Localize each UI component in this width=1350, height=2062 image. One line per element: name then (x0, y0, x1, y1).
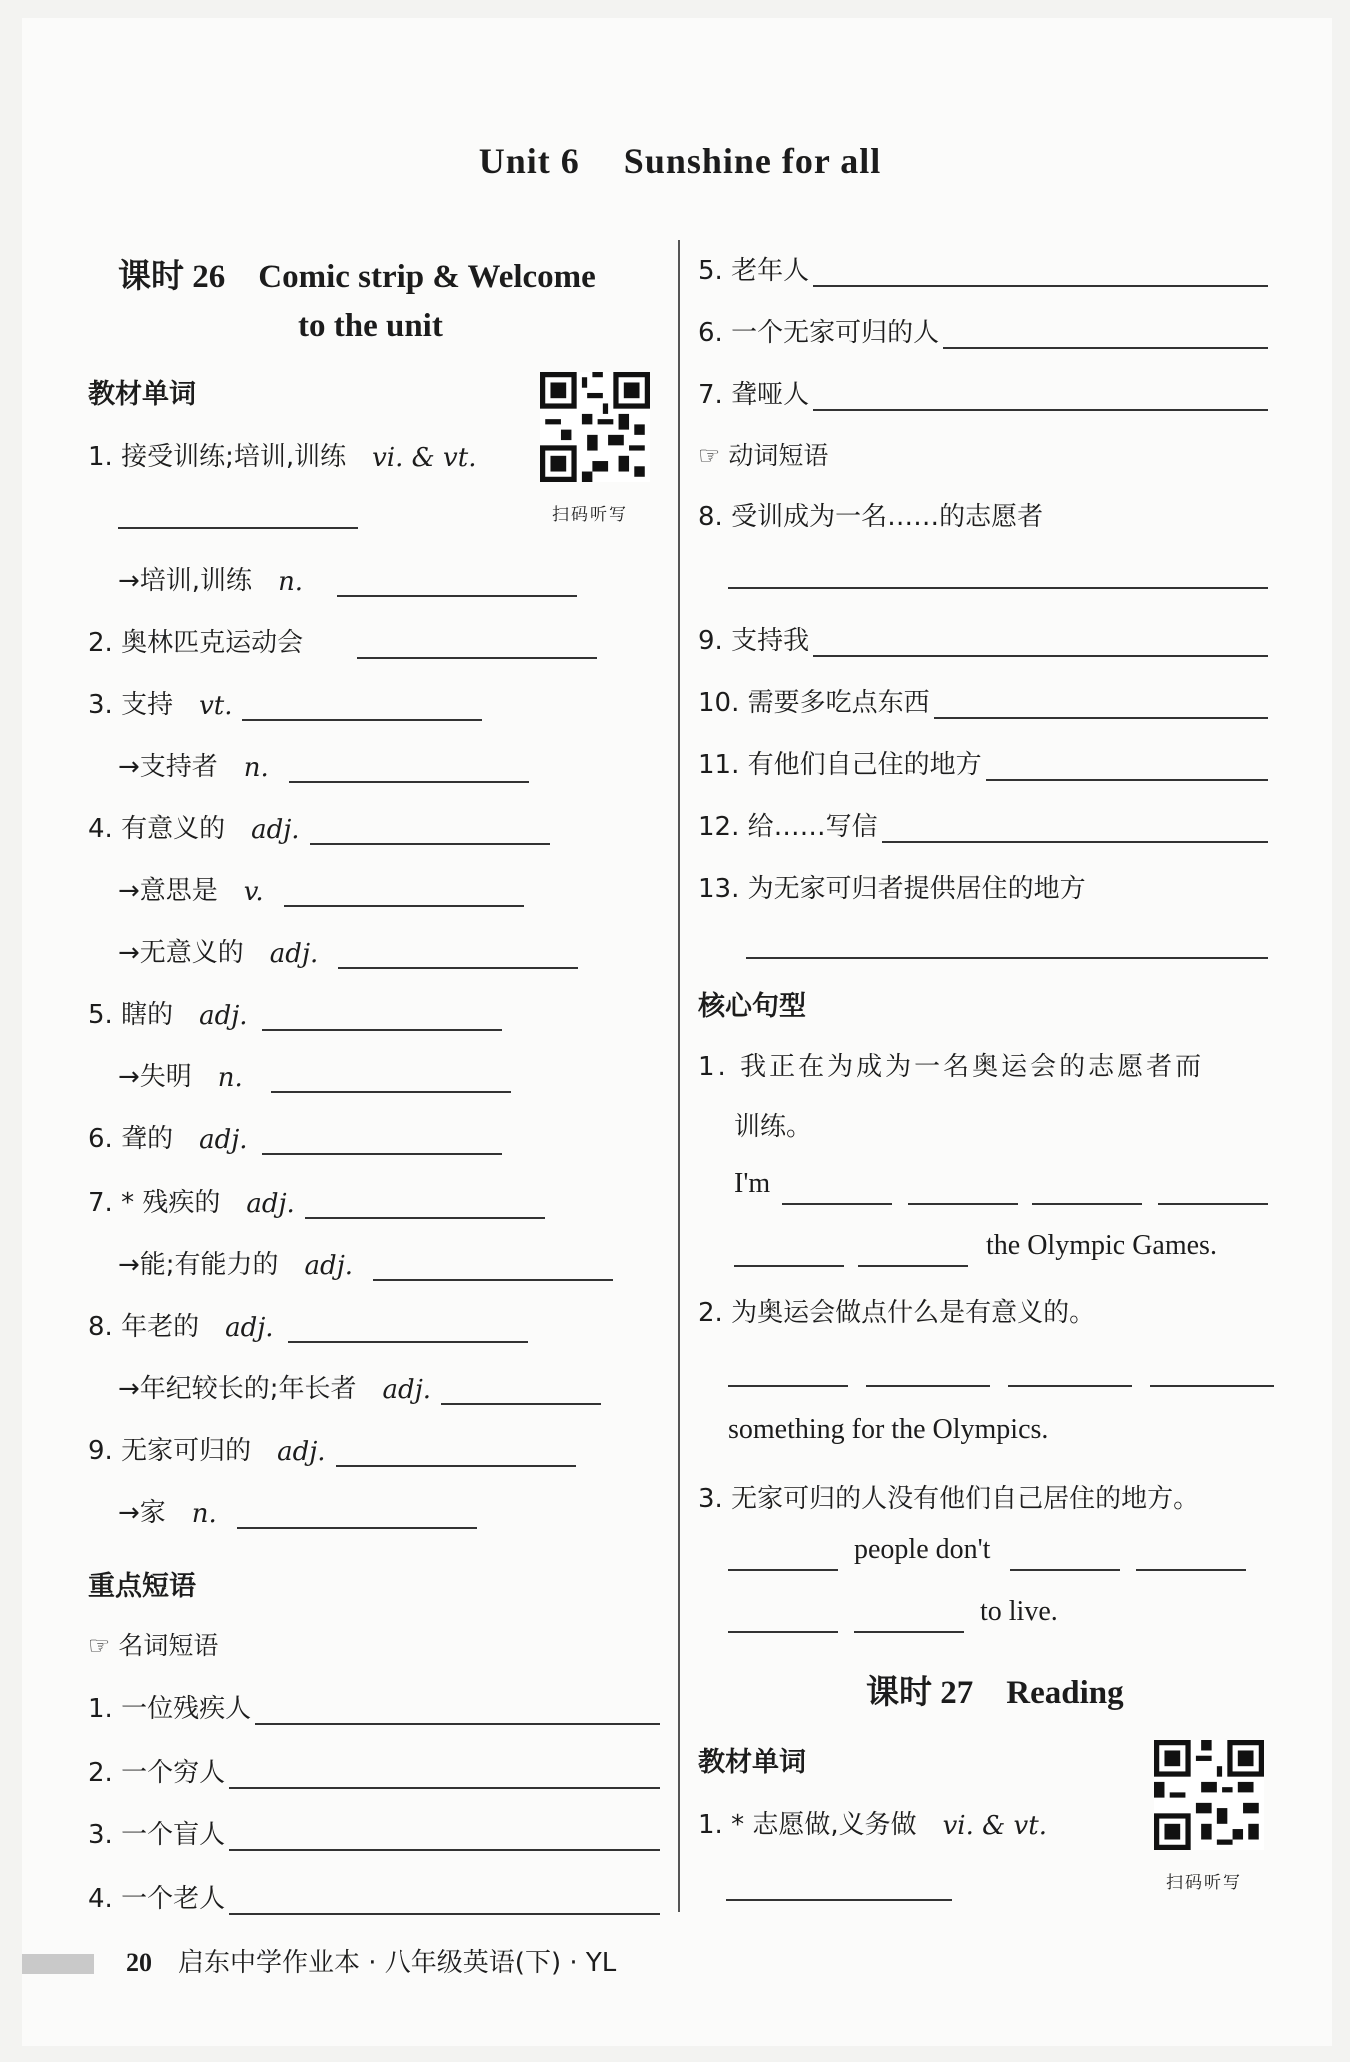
part-of-speech: n. (191, 1499, 217, 1529)
noun-phrases-heading: ☞ 名词短语 (88, 1631, 219, 1660)
lesson27-title: 课时 27 Reading (866, 1675, 1124, 1711)
answer-blank[interactable] (726, 1898, 952, 1901)
vocab-cn: →培训,训练 (118, 566, 253, 596)
vocab-item (88, 1430, 576, 1467)
phrase-cn: 5. 老年人 (698, 256, 810, 286)
answer-blank[interactable] (882, 815, 1268, 843)
answer-blank[interactable] (986, 753, 1268, 781)
phrase-cn: 7. 聋哑人 (698, 380, 810, 410)
vocab-cn: 4. 有意义的 (88, 814, 226, 844)
vocab-cn: 3. 支持 (88, 690, 174, 720)
part-of-speech: v. (243, 877, 264, 907)
answer-blank[interactable] (242, 693, 482, 721)
phrase-item (698, 374, 1268, 411)
lesson26-title-line1: 课时 26 Comic strip & Welcome (118, 259, 596, 295)
part-of-speech: vt. (199, 691, 233, 721)
qr-label-2: 扫码听写 (1166, 1873, 1242, 1893)
answer-blank[interactable] (1032, 1202, 1142, 1205)
part-of-speech: n. (278, 567, 304, 597)
answer-blank[interactable] (289, 755, 529, 783)
phrase-item (88, 1688, 660, 1725)
sentence3-mid: people don't (854, 1534, 991, 1565)
phrase-cn: 6. 一个无家可归的人 (698, 318, 940, 348)
vocab-cn: →失明 (118, 1062, 192, 1092)
vocab-cn: 7. * 残疾的 (88, 1188, 221, 1218)
vocab-cn: 5. 瞎的 (88, 1000, 174, 1030)
answer-blank[interactable] (1150, 1384, 1274, 1387)
vocab-item (118, 1492, 477, 1529)
verb-phrases-label: 动词短语 (728, 441, 829, 470)
vocab-item (88, 684, 482, 721)
page-footer (126, 1942, 616, 1979)
page-number: 20 (126, 1948, 152, 1977)
unit-title (0, 140, 1350, 182)
answer-blank[interactable] (1008, 1384, 1132, 1387)
answer-blank[interactable] (255, 1697, 660, 1725)
phrase-item (698, 682, 1268, 719)
answer-blank[interactable] (229, 1887, 660, 1915)
vocab-item (88, 436, 476, 473)
answer-blank[interactable] (305, 1191, 545, 1219)
book-title: 启东中学作业本 · 八年级英语(下) · YL (178, 1948, 617, 1978)
answer-blank[interactable] (943, 321, 1268, 349)
answer-blank[interactable] (782, 1202, 892, 1205)
vocab-cn: →无意义的 (118, 938, 244, 968)
vocab-item (118, 1368, 601, 1405)
vocab-item (88, 994, 502, 1031)
answer-blank[interactable] (237, 1501, 477, 1529)
phrase-cn: 10. 需要多吃点东西 (698, 688, 930, 718)
phrase-item (698, 496, 1043, 533)
sentence1-cn-line1: 1. 我正在为成为一名奥运会的志愿者而 (698, 1052, 1205, 1082)
section-phrases: 重点短语 (88, 1571, 196, 1602)
answer-blank[interactable] (728, 1384, 848, 1387)
answer-blank[interactable] (728, 586, 1268, 589)
answer-blank[interactable] (1136, 1568, 1246, 1571)
part-of-speech: adj. (199, 1001, 248, 1031)
part-of-speech: adj. (277, 1437, 326, 1467)
answer-blank[interactable] (813, 259, 1268, 287)
phrase-cn: 13. 为无家可归者提供居住的地方 (698, 874, 1086, 904)
answer-blank[interactable] (288, 1315, 528, 1343)
sentence1-start: I'm (734, 1168, 771, 1199)
answer-blank[interactable] (262, 1003, 502, 1031)
answer-blank[interactable] (336, 1439, 576, 1467)
phrase-item (88, 1752, 660, 1789)
vocab-item (88, 1182, 545, 1219)
answer-blank[interactable] (373, 1253, 613, 1281)
part-of-speech: adj. (225, 1313, 274, 1343)
phrase-item (88, 1878, 660, 1915)
phrase-item (88, 1814, 660, 1851)
answer-blank[interactable] (746, 956, 1268, 959)
phrase-cn: 2. 一个穷人 (88, 1758, 226, 1788)
answer-blank[interactable] (813, 629, 1268, 657)
vocab-cn: 9. 无家可归的 (88, 1436, 252, 1466)
answer-blank[interactable] (441, 1377, 601, 1405)
vocab-item (118, 870, 524, 907)
vocab-item (88, 808, 550, 845)
part-of-speech: adj. (251, 815, 300, 845)
part-of-speech: vi. & vt. (372, 443, 477, 473)
part-of-speech: adj. (382, 1375, 432, 1405)
vocab-cn: 8. 年老的 (88, 1312, 200, 1342)
qr-label: 扫码听写 (552, 505, 628, 525)
part-of-speech: adj. (199, 1125, 248, 1155)
answer-blank[interactable] (310, 817, 550, 845)
answer-blank[interactable] (337, 569, 577, 597)
answer-blank[interactable] (728, 1630, 838, 1633)
answer-blank[interactable] (229, 1761, 660, 1789)
lesson26-title-line2: to the unit (298, 308, 443, 344)
part-of-speech: vi. & vt. (942, 1811, 1047, 1841)
answer-blank[interactable] (118, 526, 358, 529)
section-sentences: 核心句型 (698, 991, 806, 1022)
sentence1-end: the Olympic Games. (986, 1230, 1217, 1261)
answer-blank[interactable] (858, 1264, 968, 1267)
noun-phrases-label: 名词短语 (118, 1631, 219, 1660)
section-words-2: 教材单词 (698, 1747, 806, 1778)
vocab-cn: 1. 接受训练;培训,训练 (88, 442, 347, 472)
phrase-item (698, 312, 1268, 349)
unit-number: Unit 6 (478, 141, 580, 181)
part-of-speech: adj. (304, 1251, 354, 1281)
vocab-cn: 2. 奥林匹克运动会 (88, 628, 304, 658)
phrase-cn: 4. 一个老人 (88, 1884, 226, 1914)
part-of-speech: n. (217, 1063, 243, 1093)
phrase-cn: 8. 受训成为一名……的志愿者 (698, 502, 1044, 532)
answer-blank[interactable] (854, 1630, 964, 1633)
qr-code-icon-2[interactable] (1154, 1740, 1264, 1850)
verb-phrases-heading: ☞ 动词短语 (698, 441, 829, 470)
section-words: 教材单词 (88, 379, 196, 410)
phrase-item (698, 744, 1268, 781)
phrase-cn: 3. 一个盲人 (88, 1820, 226, 1850)
phrase-item (698, 806, 1268, 843)
item-text: 1. * 志愿做,义务做 (698, 1810, 917, 1840)
phrase-cn: 1. 一位残疾人 (88, 1694, 252, 1724)
vocab-item (118, 1244, 613, 1281)
answer-blank[interactable] (262, 1127, 502, 1155)
answer-blank[interactable] (357, 631, 597, 659)
answer-blank[interactable] (1010, 1568, 1120, 1571)
answer-blank[interactable] (229, 1823, 660, 1851)
part-of-speech: n. (243, 753, 269, 783)
answer-blank[interactable] (734, 1264, 844, 1267)
answer-blank[interactable] (271, 1065, 511, 1093)
sentence2-end: something for the Olympics. (728, 1414, 1049, 1445)
vocab-item (118, 746, 529, 783)
answer-blank[interactable] (813, 383, 1268, 411)
vocab-cn: →年纪较长的;年长者 (118, 1374, 357, 1404)
sentence3-cn: 3. 无家可归的人没有他们自己居住的地方。 (698, 1484, 1200, 1514)
vocab-cn: →能;有能力的 (118, 1250, 279, 1280)
sentence2-cn: 2. 为奥运会做点什么是有意义的。 (698, 1298, 1096, 1328)
phrase-cn: 9. 支持我 (698, 626, 810, 656)
unit-name: Sunshine for all (623, 141, 882, 181)
phrase-cn: 12. 给……写信 (698, 812, 878, 842)
column-divider (678, 240, 680, 1912)
vocab-item (88, 1306, 528, 1343)
answer-blank[interactable] (934, 691, 1268, 719)
answer-blank[interactable] (1158, 1202, 1268, 1205)
vocab-item (118, 1056, 511, 1093)
footer-bar (22, 1954, 94, 1974)
answer-blank[interactable] (908, 1202, 1018, 1205)
qr-code-icon[interactable] (540, 372, 650, 482)
answer-blank[interactable] (728, 1568, 838, 1571)
vocab-cn: →家 (118, 1498, 166, 1528)
phrase-item (698, 620, 1268, 657)
vocab-cn: →支持者 (118, 752, 218, 782)
part-of-speech: adj. (246, 1189, 295, 1219)
answer-blank[interactable] (338, 941, 578, 969)
phrase-item (698, 868, 1086, 905)
vocab-item (118, 560, 577, 597)
vocab-item (88, 1118, 502, 1155)
vocab-cn: 6. 聋的 (88, 1124, 174, 1154)
answer-blank[interactable] (284, 879, 524, 907)
vocab-item (118, 932, 578, 969)
answer-blank[interactable] (866, 1384, 990, 1387)
phrase-item (698, 250, 1268, 287)
sentence3-end: to live. (980, 1596, 1058, 1627)
part-of-speech: adj. (269, 939, 319, 969)
phrase-cn: 11. 有他们自己住的地方 (698, 750, 982, 780)
vocab-cn: →意思是 (118, 876, 218, 906)
lesson27-item1 (698, 1804, 1047, 1841)
vocab-item (88, 622, 597, 659)
sentence1-cn-line2: 训练。 (734, 1112, 813, 1142)
